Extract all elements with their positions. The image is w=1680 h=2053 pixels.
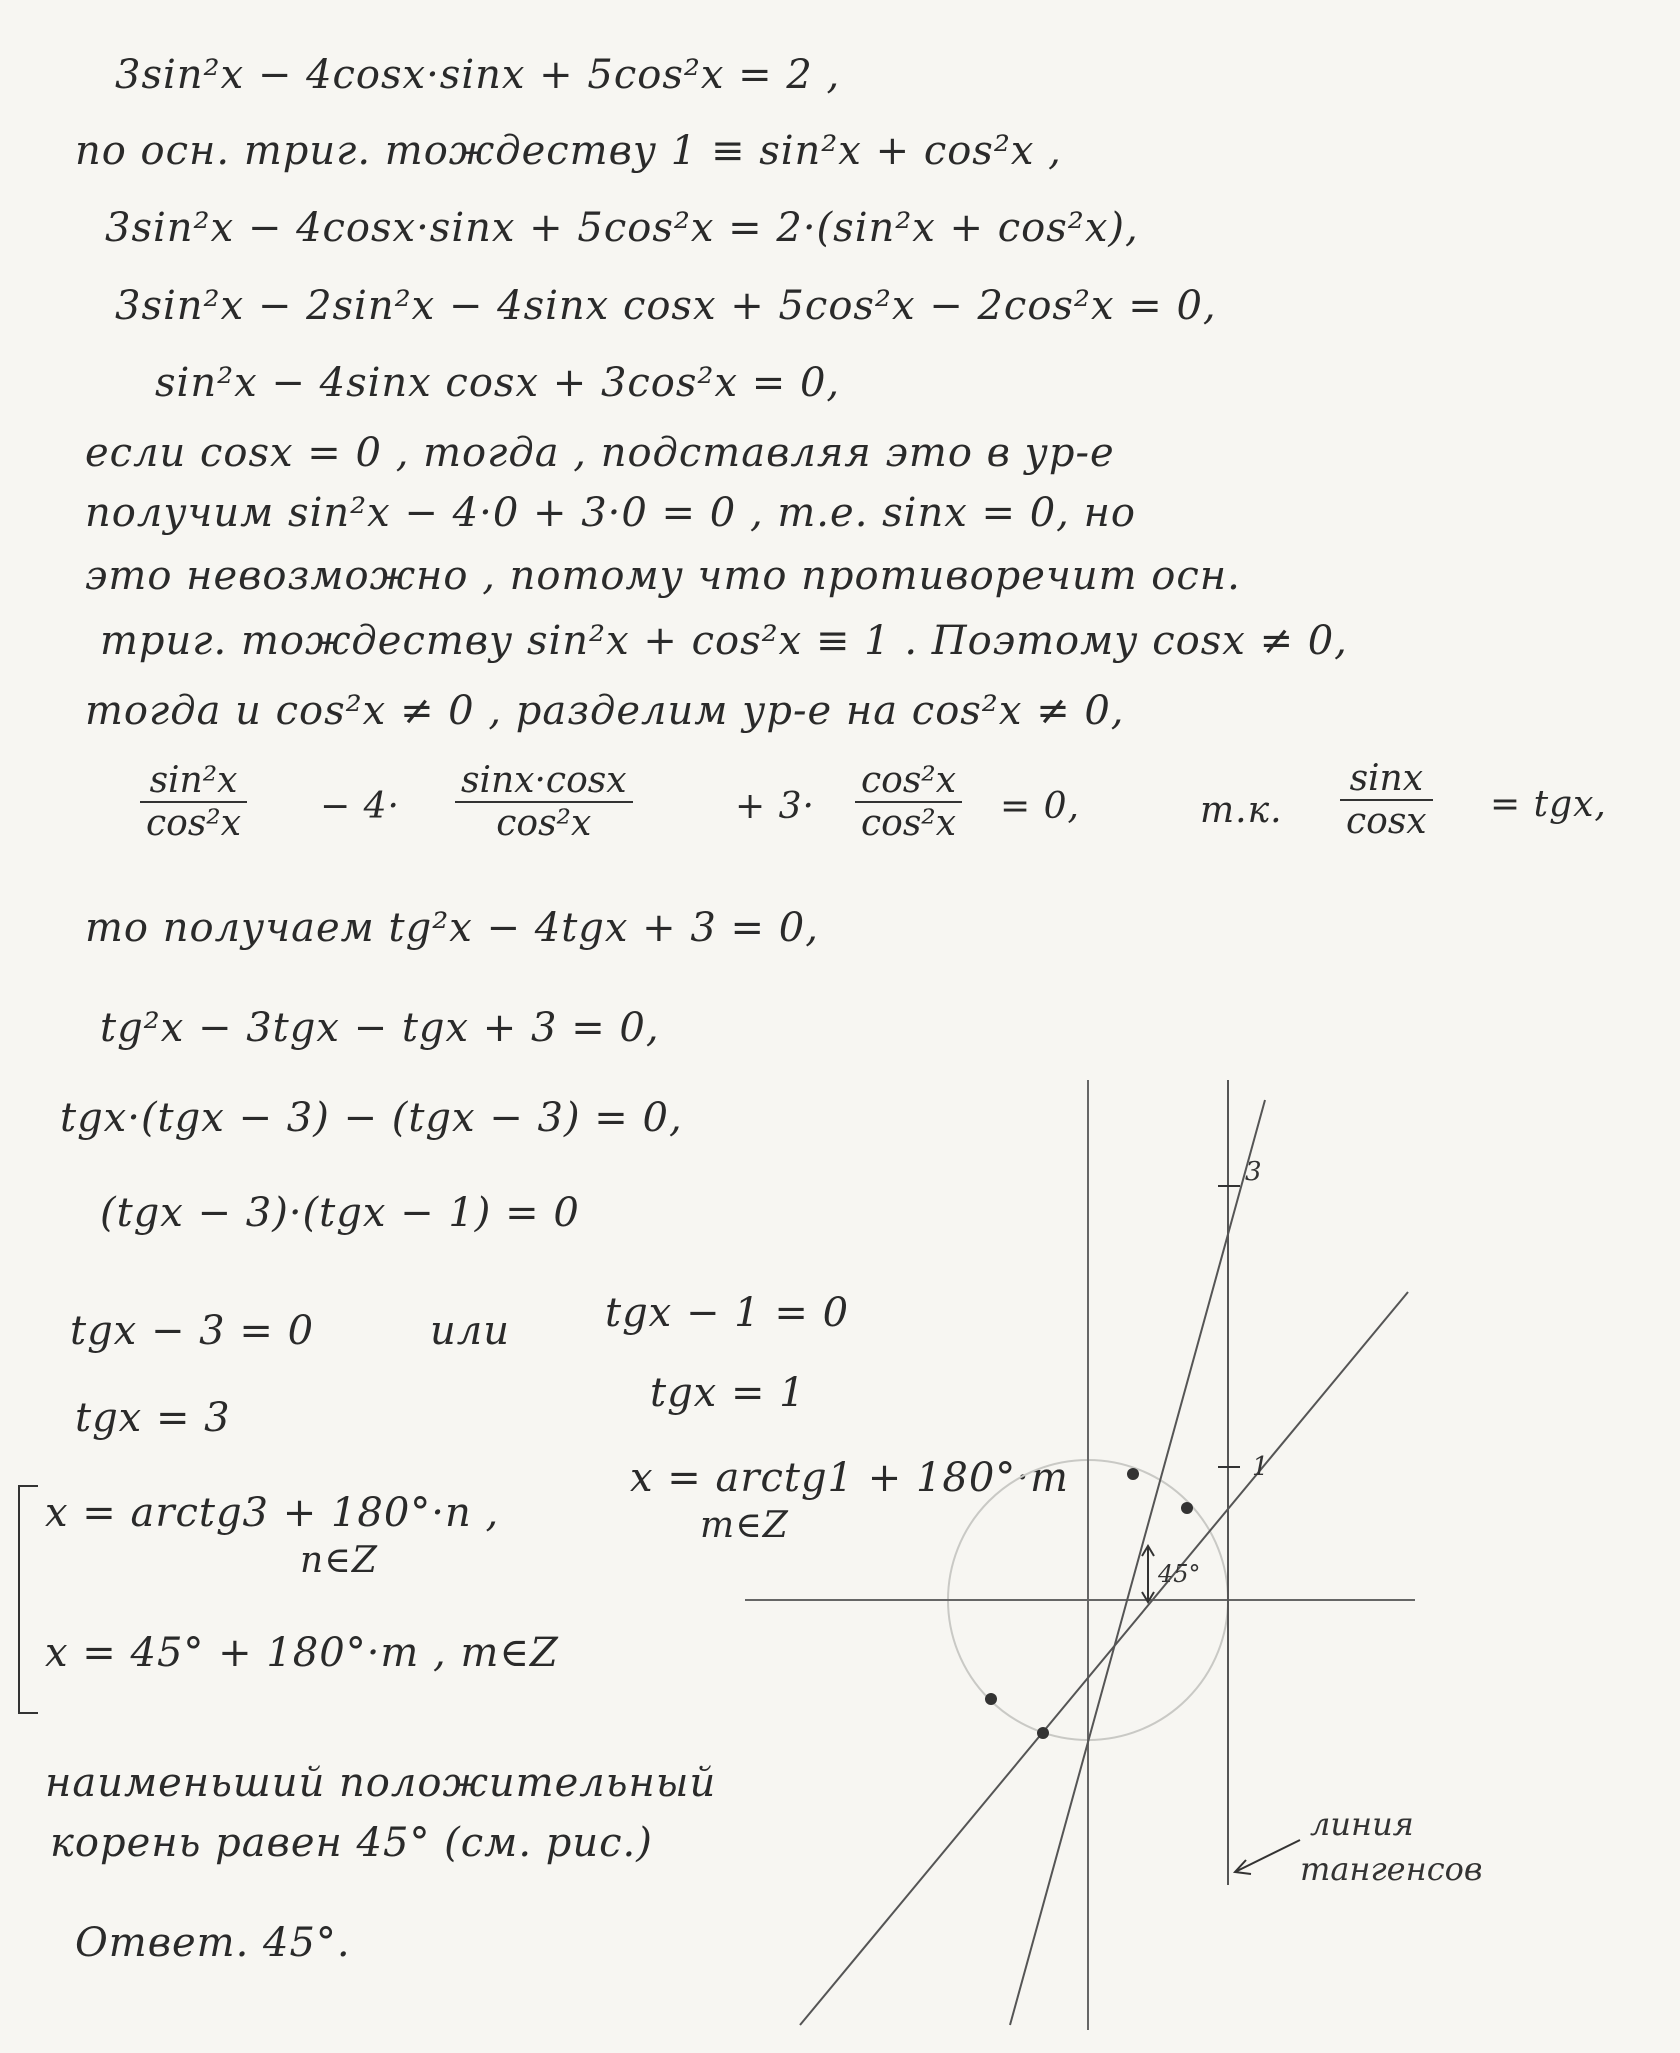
identity-note: по осн. триг. тождеству 1 ≡ sin²x + cos²x ,	[75, 128, 1062, 174]
smallest-root-note: наименьший положительный	[45, 1760, 717, 1806]
eq-factor-step: tgx·(tgx − 3) − (tgx − 3) = 0,	[60, 1095, 683, 1141]
tg-definition: = tgx,	[1490, 784, 1607, 825]
fraction-denominator: cos²x	[496, 803, 592, 844]
fraction-numerator: sinx·cosx	[455, 760, 633, 803]
or-word: или	[430, 1308, 510, 1354]
tick-1-label: 1	[1252, 1452, 1269, 1482]
point-tg1-upper	[1181, 1502, 1193, 1514]
case-result: получим sin²x − 4·0 + 3·0 = 0 , т.е. sinx = 0, но	[85, 490, 1137, 536]
fraction-numerator: cos²x	[855, 760, 962, 803]
case-a-equation: tgx − 3 = 0	[70, 1308, 315, 1354]
point-tg1-lower	[985, 1693, 997, 1705]
divide-note: тогда и cos²x ≠ 0 , разделим ур-е на cos²x ≠ 0,	[85, 688, 1125, 734]
point-tg3-upper	[1127, 1468, 1139, 1480]
answer: Ответ. 45°.	[75, 1920, 351, 1966]
tick-3-label: 3	[1245, 1157, 1262, 1187]
caption-line-1: линия	[1310, 1805, 1414, 1843]
since-note: т.к.	[1200, 790, 1283, 831]
eq-factored: (tgx − 3)·(tgx − 1) = 0	[100, 1190, 580, 1236]
eq-substituted: 3sin²x − 4cosx·sinx + 5cos²x = 2·(sin²x + cos²x),	[105, 205, 1139, 251]
n-integer: n∈Z	[300, 1540, 378, 1581]
case-a-tg3: tgx = 3	[75, 1395, 231, 1441]
contradiction-note: это невозможно , потому что противоречит осн.	[85, 553, 1241, 599]
point-tg3-lower	[1037, 1727, 1049, 1739]
root-value-note: корень равен 45° (см. рис.)	[50, 1820, 653, 1866]
caption-arrow	[1235, 1840, 1300, 1872]
operator-equals-zero: = 0,	[1000, 786, 1080, 827]
eq-expanded: 3sin²x − 2sin²x − 4sinx cosx + 5cos²x − 2cos²x = 0,	[115, 283, 1217, 329]
eq-homogeneous: sin²x − 4sinx cosx + 3cos²x = 0,	[155, 360, 841, 406]
solution-45deg: x = 45° + 180°·m , m∈Z	[45, 1630, 559, 1676]
identity-conclusion: триг. тождеству sin²x + cos²x ≡ 1 . Поэтому cosx ≠ 0,	[100, 618, 1348, 664]
m-integer: m∈Z	[700, 1505, 789, 1546]
solution-arctg3: x = arctg3 + 180°·n ,	[45, 1490, 500, 1536]
operator-minus-4: − 4·	[320, 786, 400, 827]
fraction-numerator: sin²x	[140, 760, 247, 803]
fraction-denominator: cos²x	[861, 803, 957, 844]
fraction-denominator: cosx	[1346, 801, 1427, 842]
fraction-numerator: sinx	[1340, 758, 1433, 801]
case-cos-zero: если cosx = 0 , тогда , подставляя это в ур-е	[85, 430, 1115, 476]
operator-plus-3: + 3·	[735, 786, 815, 827]
angle-label: 45°	[1158, 1560, 1201, 1588]
line-tg-3	[1010, 1100, 1265, 2025]
line-tg-1	[800, 1292, 1408, 2025]
case-b-equation: tgx − 1 = 0	[605, 1290, 850, 1336]
eq-grouping: tg²x − 3tgx − tgx + 3 = 0,	[100, 1005, 660, 1051]
eq-original: 3sin²x − 4cosx·sinx + 5cos²x = 2 ,	[115, 52, 841, 98]
fraction-denominator: cos²x	[146, 803, 242, 844]
case-b-tg1: tgx = 1	[650, 1370, 806, 1416]
solution-arctg1: x = arctg1 + 180°·m	[630, 1455, 1069, 1501]
caption-line-2: тангенсов	[1300, 1850, 1483, 1888]
eq-tangent-quadratic: то получаем tg²x − 4tgx + 3 = 0,	[85, 905, 819, 951]
